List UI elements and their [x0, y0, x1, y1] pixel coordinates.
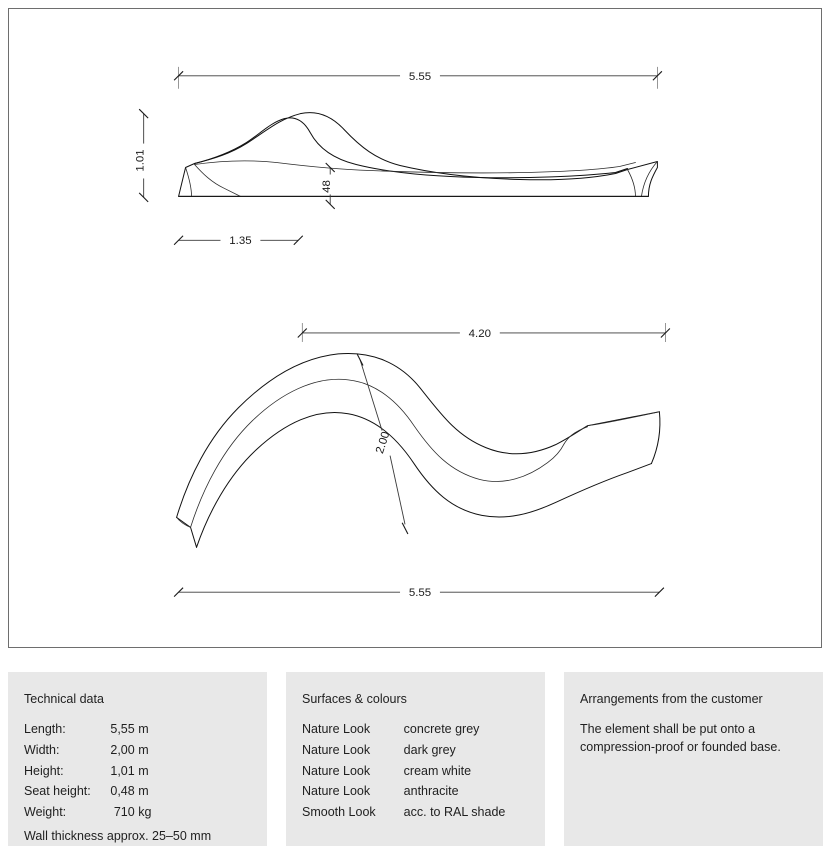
spec-unit: m	[138, 763, 149, 778]
surface-colour: anthracite	[403, 784, 459, 799]
panel-title-technical-data: Technical data	[24, 692, 104, 706]
panel-arrangements	[564, 672, 823, 846]
wall-thickness-note: Wall thickness approx. 25–50 mm	[24, 828, 212, 843]
spec-value	[105, 783, 152, 804]
dimension-label-end-length: 1.35	[229, 235, 252, 248]
surface-colour: cream white	[403, 763, 472, 778]
table-row	[24, 783, 151, 804]
spec-number: 5,55	[110, 722, 135, 736]
table-row	[24, 763, 151, 784]
dimension-label-seat-height: 48	[321, 180, 334, 193]
spec-label: Length:	[24, 722, 66, 736]
dimension-label-side-height: 1.01	[134, 149, 147, 172]
surface-name: Nature Look	[302, 742, 371, 757]
surface-name: Nature Look	[302, 763, 371, 778]
dimension-label-plan-width: 2.00	[374, 430, 393, 456]
surface-colour: acc. to RAL shade	[403, 805, 506, 819]
spec-unit: m	[138, 742, 149, 757]
surface-name: Nature Look	[302, 722, 371, 736]
table-row	[24, 804, 151, 825]
surface-colour: concrete grey	[403, 722, 480, 736]
dimension-plan-inner-length	[298, 323, 670, 342]
dimension-plan-width	[354, 354, 410, 534]
dimension-label-side-length: 5.55	[408, 70, 432, 83]
spec-label: Width:	[24, 742, 60, 757]
table-row	[24, 742, 151, 763]
spec-unit: kg	[138, 805, 152, 819]
table-row	[302, 763, 505, 784]
spec-unit: m	[138, 784, 149, 799]
technical-drawing-canvas	[9, 9, 821, 647]
table-row	[302, 742, 505, 763]
spec-label: Seat height:	[24, 784, 91, 799]
dimension-label-plan-inner-length: 4.20	[468, 327, 491, 340]
table-row	[302, 804, 505, 825]
technical-data-table	[24, 721, 151, 825]
arrangements-body-text: The element shall be put onto a compression-proof or founded base.	[580, 722, 781, 754]
spec-label: Weight:	[24, 805, 67, 819]
spec-value	[105, 721, 152, 742]
surface-name: Nature Look	[302, 784, 371, 799]
table-row	[24, 721, 151, 742]
panel-title-surfaces-colours: Surfaces & colours	[302, 692, 407, 706]
side-elevation-drawing	[135, 67, 662, 247]
dimension-side-overall-length	[174, 67, 662, 89]
dimension-plan-overall-length	[174, 587, 664, 599]
dimension-side-seat-height	[321, 163, 334, 209]
surfaces-colours-table	[302, 721, 505, 825]
panel-surfaces-colours	[286, 672, 545, 846]
info-panels-row	[8, 672, 823, 846]
spec-unit: m	[138, 722, 149, 736]
dimension-side-overall-height	[135, 109, 148, 202]
dimension-label-plan-length: 5.55	[408, 587, 432, 600]
table-row	[302, 721, 505, 742]
panel-title-arrangements: Arrangements from the customer	[580, 692, 763, 706]
table-row	[302, 783, 505, 804]
surface-name: Smooth Look	[302, 805, 376, 819]
spec-number: 710	[113, 805, 135, 819]
spec-value	[105, 804, 152, 825]
technical-drawing-frame	[8, 8, 822, 648]
surface-colour: dark grey	[403, 742, 456, 757]
panel-technical-data	[8, 672, 267, 846]
spec-number: 1,01	[110, 763, 135, 778]
spec-value	[105, 763, 152, 784]
dimension-side-end-length	[174, 235, 303, 247]
spec-value	[105, 742, 152, 763]
spec-number: 0,48	[110, 784, 135, 799]
spec-number: 2,00	[110, 742, 135, 757]
spec-label: Height:	[24, 763, 64, 778]
plan-view-drawing	[174, 323, 670, 599]
